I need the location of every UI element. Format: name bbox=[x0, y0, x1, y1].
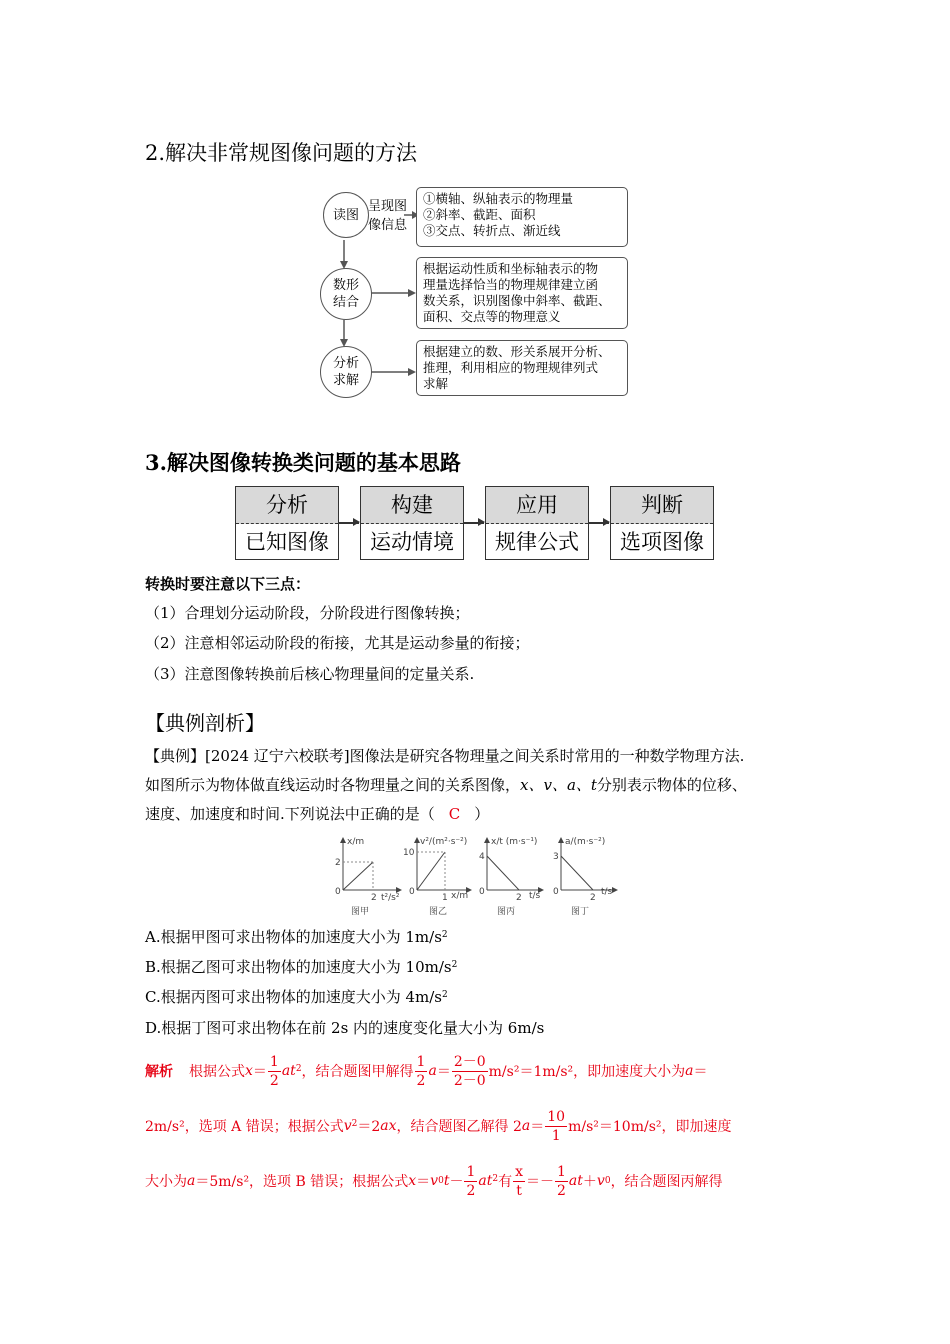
flow-box-2 bbox=[416, 257, 628, 329]
flow-read-label: 读图 bbox=[332, 207, 359, 223]
flow-box-line: ③交点、转折点、渐近线 bbox=[423, 223, 561, 238]
graph-xtick: 2 bbox=[516, 893, 522, 903]
analysis-text: ，结合题图丙解得 bbox=[610, 1174, 723, 1190]
analysis-line-1: 解析 根据公式 x ＝ $\frac{1}{2}$ at $^2$ ，结合题图甲解得 $\frac{1}{2}$ a ＝ $\frac{2-0}{2-0}$ m/s²＝1m/s²，即加速度大小为 a ＝ bbox=[145, 1053, 708, 1089]
step-apply bbox=[485, 486, 589, 560]
step-build bbox=[360, 486, 464, 560]
graph-ylabel: x/t (m·s⁻¹) bbox=[491, 837, 538, 847]
example-text: 速度、加速度和时间.下列说法中正确的是（ bbox=[145, 805, 435, 823]
step-bottom-label: 选项图像 bbox=[620, 530, 704, 554]
note-item: （3）注意图像转换前后核心物理量间的定量关系. bbox=[145, 665, 475, 683]
graph-xtick: 1 bbox=[442, 893, 448, 903]
flow-box-line: 数关系，识别图像中斜率、截距、 bbox=[423, 293, 611, 308]
analysis-line-3: 大小为 a ＝5m/s²，选项 B 错误；根据公式 x ＝ v 0 t － $\frac{1}{2}$ at $^2$ 有 $\frac{x}{t}$ ＝－ $\frac{1}{2}$ at ＋ v 0 ，结合题图丙解得 bbox=[145, 1163, 723, 1199]
flow-read-circle bbox=[323, 192, 369, 238]
graph-jia bbox=[335, 837, 401, 917]
graph-origin: 0 bbox=[479, 887, 485, 897]
example-graphs bbox=[325, 832, 625, 918]
step-top-label: 构建 bbox=[361, 487, 463, 524]
flow-box-line: ②斜率、截距、面积 bbox=[423, 207, 536, 222]
graph-yi bbox=[403, 837, 471, 917]
graph-origin: 0 bbox=[335, 887, 341, 897]
step-top-label: 分析 bbox=[236, 487, 338, 524]
graph-ylabel: v²/(m²·s⁻²) bbox=[420, 837, 468, 847]
graph-caption: 图甲 bbox=[351, 907, 370, 917]
flow-box-3 bbox=[416, 340, 628, 396]
example-line-1: 【典例】[2024 辽宁六校联考]图像法是研究各物理量之间关系时常用的一种数学物理方法. bbox=[145, 747, 745, 765]
flow-read-side-label bbox=[368, 197, 407, 235]
analysis-line-2: 2m/s²，选项 A 错误；根据公式 v $^2$ ＝2 ax ，结合题图乙解得 2 a ＝ $\frac{10}{1}$ m/s²＝10m/s²，即加速度 bbox=[145, 1108, 732, 1144]
analysis-text: m/s²＝10m/s²，即加速度 bbox=[568, 1119, 732, 1135]
flow-box-line: 求解 bbox=[423, 376, 449, 391]
flow-box-1 bbox=[416, 187, 628, 247]
step-top-label: 应用 bbox=[486, 487, 588, 524]
step-arrow bbox=[464, 522, 484, 524]
example-vars: x、v、a、t bbox=[520, 776, 597, 794]
analysis-text: 大小为 bbox=[145, 1174, 187, 1190]
flow-box-line: 理量选择恰当的物理规律建立函 bbox=[423, 277, 599, 292]
example-line-3 bbox=[145, 804, 489, 824]
graph-bing bbox=[479, 837, 543, 917]
section-2-title: 2.解决非常规图像问题的方法 bbox=[145, 141, 418, 165]
graph-ytick: 3 bbox=[553, 852, 559, 862]
graph-caption: 图乙 bbox=[429, 907, 448, 917]
analysis-text: ＝2 bbox=[357, 1119, 381, 1135]
analysis-text: ＝5m/s²，选项 B 错误；根据公式 bbox=[195, 1174, 409, 1190]
step-bottom-label: 规律公式 bbox=[495, 530, 579, 554]
example-line-2 bbox=[145, 775, 747, 795]
graph-caption: 图丙 bbox=[497, 907, 516, 917]
flow-side-line: 像信息 bbox=[368, 218, 408, 233]
step-top-label: 判断 bbox=[611, 487, 713, 524]
example-answer: C bbox=[448, 805, 461, 823]
example-section-title: 【典例剖析】 bbox=[145, 711, 265, 735]
flow-box-line: 根据建立的数、形关系展开分析、 bbox=[423, 344, 611, 359]
graph-xlabel: t²/s² bbox=[381, 893, 400, 903]
step-analyze bbox=[235, 486, 339, 560]
flow-side-line: 呈现图 bbox=[368, 199, 408, 214]
note-item: （1）合理划分运动阶段，分阶段进行图像转换； bbox=[145, 604, 470, 622]
graph-xlabel: t/s bbox=[601, 887, 613, 897]
flow-circle-line: 数形 bbox=[332, 278, 359, 293]
note-item: （2）注意相邻运动阶段的衔接，尤其是运动参量的衔接； bbox=[145, 634, 530, 652]
graph-caption: 图丁 bbox=[571, 907, 590, 917]
example-text: 如图所示为物体做直线运动时各物理量之间的关系图像， bbox=[145, 776, 521, 794]
option-text: B.根据乙图可求出物体的加速度大小为 10m/s bbox=[145, 958, 452, 976]
option-a: A.根据甲图可求出物体的加速度大小为 $1m/s^2$ bbox=[145, 928, 448, 946]
option-c: C.根据丙图可求出物体的加速度大小为 $4m/s^2$ bbox=[145, 988, 448, 1006]
graph-origin: 0 bbox=[553, 887, 559, 897]
flow-circle-line: 求解 bbox=[332, 373, 359, 388]
example-text: 分别表示物体的位移、 bbox=[596, 776, 747, 794]
step-bottom-label: 已知图像 bbox=[245, 530, 329, 554]
example-text: ） bbox=[474, 805, 490, 823]
option-d: D.根据丁图可求出物体在前 2s 内的速度变化量大小为 6m/s bbox=[145, 1019, 545, 1037]
flow-circle-line: 分析 bbox=[332, 356, 359, 371]
graph-xlabel: t/s bbox=[529, 891, 541, 901]
step-judge bbox=[610, 486, 714, 560]
flow-solve-circle bbox=[320, 346, 372, 398]
step-bottom-label: 运动情境 bbox=[370, 530, 454, 554]
notes-title: 转换时要注意以下三点： bbox=[145, 575, 311, 593]
analysis-text: 2m/s²，选项 A 错误；根据公式 bbox=[145, 1119, 344, 1135]
graph-origin: 0 bbox=[409, 887, 415, 897]
graph-ytick: 2 bbox=[335, 858, 341, 868]
analysis-text: ，结合题图乙解得 2 bbox=[396, 1119, 522, 1135]
option-text: C.根据丙图可求出物体的加速度大小为 4m/s bbox=[145, 988, 442, 1006]
flow-box-line: ①横轴、纵轴表示的物理量 bbox=[423, 191, 574, 206]
flow-box-line: 根据运动性质和坐标轴表示的物 bbox=[423, 261, 599, 276]
analysis-text: m/s²＝1m/s²，即加速度大小为 bbox=[488, 1064, 686, 1080]
analysis-text: 根据公式 bbox=[189, 1064, 245, 1080]
step-arrow bbox=[339, 522, 359, 524]
section-3-title: 3.解决图像转换类问题的基本思路 bbox=[145, 450, 461, 475]
analysis-text: 有 bbox=[498, 1174, 513, 1190]
option-b: B.根据乙图可求出物体的加速度大小为 $10m/s^2$ bbox=[145, 958, 458, 976]
flow-circle-line: 结合 bbox=[332, 295, 359, 310]
graph-xlabel: x/m bbox=[451, 891, 469, 901]
graph-ylabel: a/(m·s⁻²) bbox=[565, 837, 606, 847]
graph-xtick: 2 bbox=[590, 893, 596, 903]
flow-box-line: 面积、交点等的物理意义 bbox=[423, 309, 561, 324]
graph-ytick: 10 bbox=[403, 848, 415, 858]
analysis-text: ，结合题图甲解得 bbox=[301, 1064, 414, 1080]
graph-ylabel: x/m bbox=[347, 837, 365, 847]
step-arrow bbox=[589, 522, 609, 524]
flow-box-line: 推理，利用相应的物理规律列式 bbox=[423, 360, 599, 375]
flow-combine-circle bbox=[320, 268, 372, 320]
option-text: A.根据甲图可求出物体的加速度大小为 1m/s bbox=[145, 928, 442, 946]
graph-xtick: 2 bbox=[371, 893, 377, 903]
graph-ytick: 4 bbox=[479, 852, 485, 862]
analysis-label: 解析 bbox=[145, 1064, 173, 1080]
graph-ding bbox=[553, 837, 617, 917]
